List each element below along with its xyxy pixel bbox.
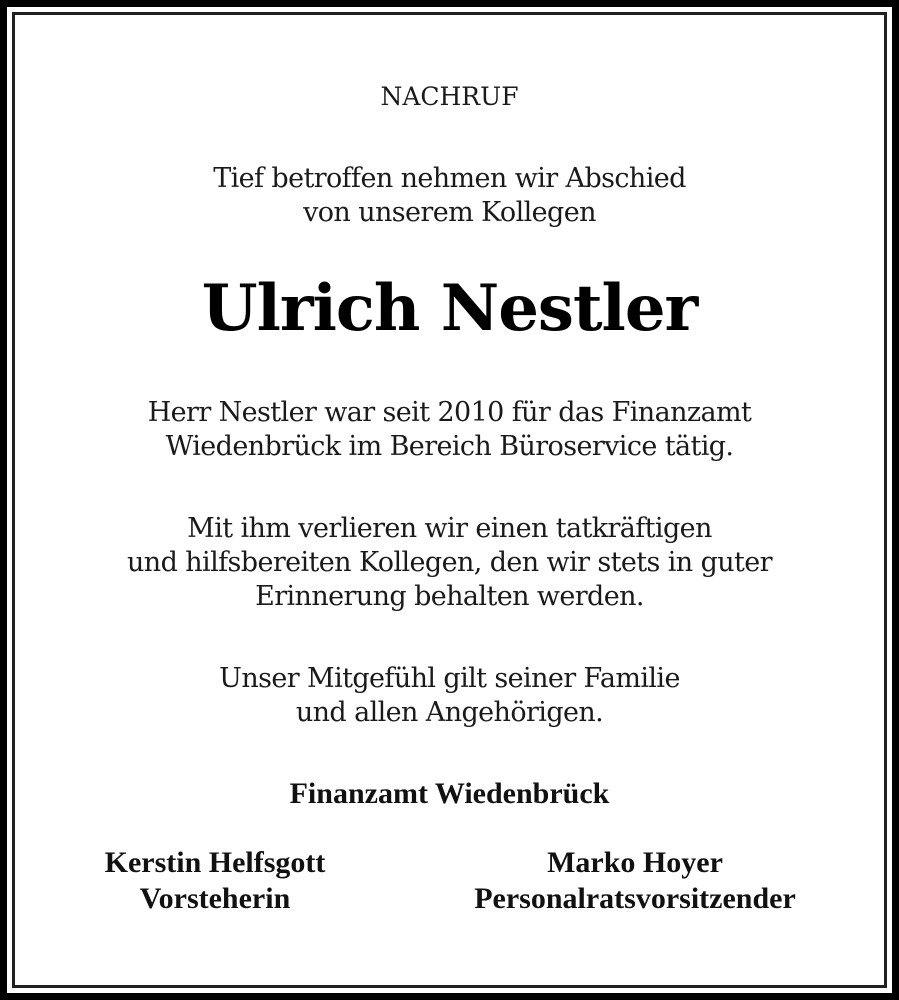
paragraph-2-line-2: und hilfsbereiten Kollegen, den wir stets in guter	[127, 547, 772, 578]
signatory-2	[430, 845, 840, 917]
paragraph-1	[0, 396, 899, 464]
notice-heading: NACHRUF	[380, 82, 519, 111]
paragraph-2-line-3: Erinnerung behalten werden.	[255, 581, 644, 612]
organization-name: Finanzamt Wiedenbrück	[289, 777, 610, 810]
paragraph-2	[0, 512, 899, 614]
paragraph-1-line-1: Herr Nestler war seit 2010 für das Finanzamt	[147, 397, 752, 428]
signatory-1	[60, 845, 370, 917]
paragraph-1-line-2: Wiedenbrück im Bereich Büroservice tätig.	[165, 431, 734, 462]
intro-text	[0, 162, 899, 230]
signatory-1-name: Kerstin Helfsgott	[104, 846, 326, 879]
intro-line-2: von unserem Kollegen	[303, 197, 596, 228]
signatory-2-role: Personalratsvorsitzender	[474, 882, 796, 915]
paragraph-3-line-2: und allen Angehörigen.	[295, 697, 604, 728]
intro-line-1: Tief betroffen nehmen wir Abschied	[213, 163, 686, 194]
paragraph-3	[0, 662, 899, 730]
paragraph-2-line-1: Mit ihm verlieren wir einen tatkräftigen	[187, 513, 712, 544]
inner-border-frame	[12, 12, 887, 988]
signatory-1-role: Vorsteherin	[139, 882, 291, 915]
signatory-2-name: Marko Hoyer	[547, 846, 723, 879]
deceased-name: Ulrich Nestler	[201, 271, 698, 346]
paragraph-3-line-1: Unser Mitgefühl gilt seiner Familie	[219, 663, 680, 694]
